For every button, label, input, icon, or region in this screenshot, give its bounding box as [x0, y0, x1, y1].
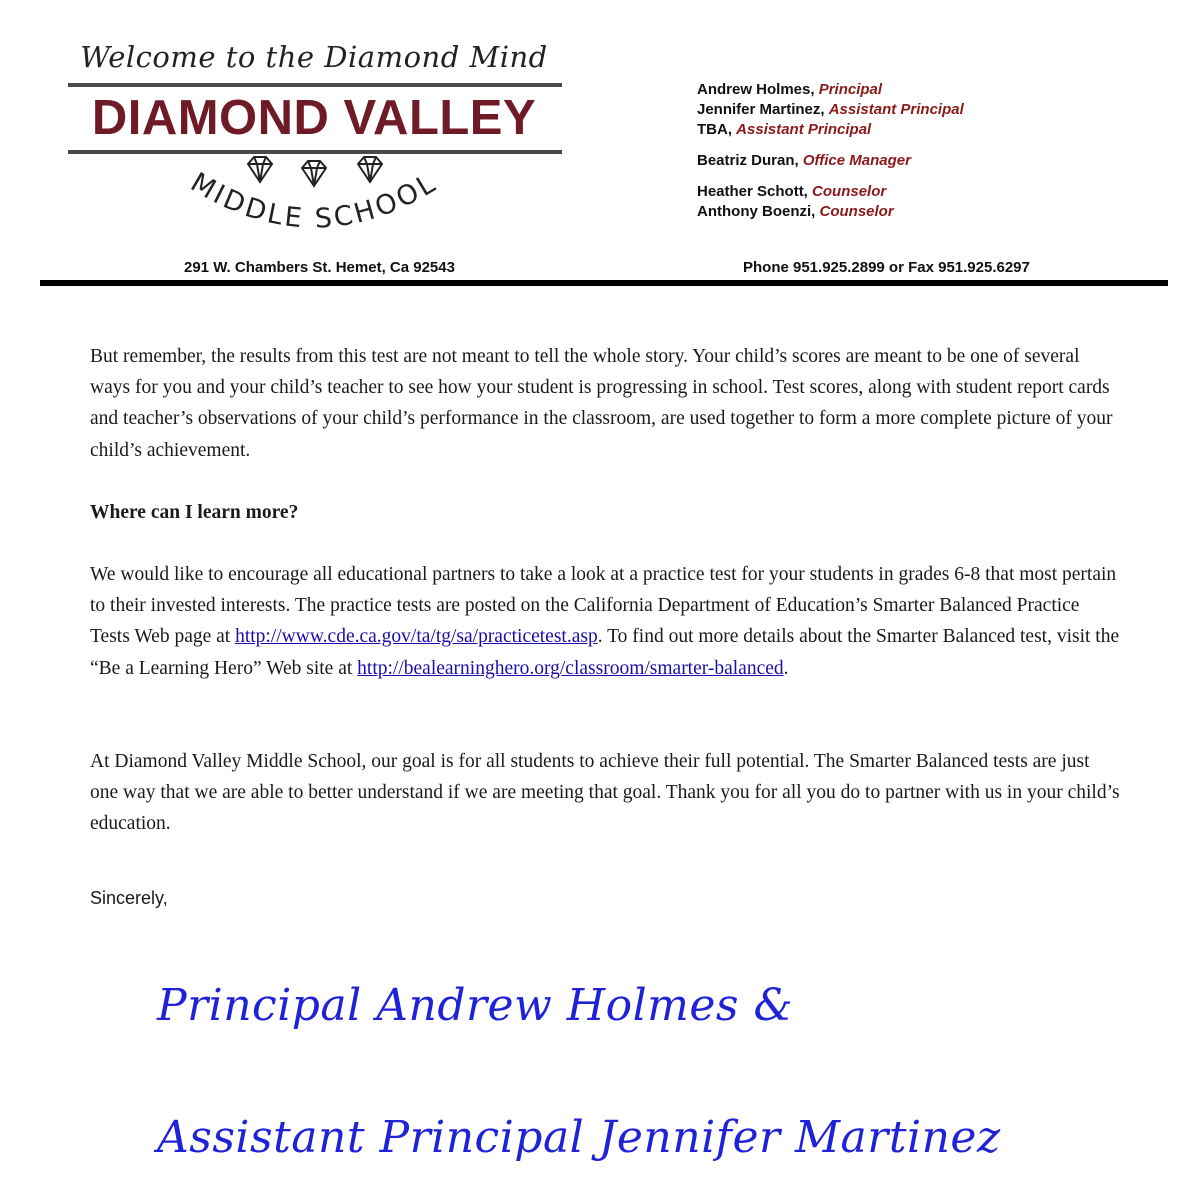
- staff-name: Anthony Boenzi,: [697, 203, 816, 220]
- section-heading: Where can I learn more?: [90, 501, 299, 523]
- school-address: 291 W. Chambers St. Hemet, Ca 92543: [184, 259, 455, 276]
- logo-tagline: Welcome to the Diamond Mind: [80, 40, 548, 74]
- svg-text:MIDDLE SCHOOL: [185, 167, 443, 235]
- staff-entry: [697, 100, 964, 120]
- paragraph: At Diamond Valley Middle School, our goal is for all students to achieve their full potential. The Smarter Balanced tests are just one way that we are able to better understand if we are meeting that goal. Thank you for all you do to partner with us in your child’s education.: [90, 750, 1120, 835]
- staff-role: Assistant Principal: [828, 101, 964, 118]
- staff-role: Assistant Principal: [736, 121, 872, 138]
- letter-body: [90, 341, 1120, 915]
- diamond-icon: [302, 161, 326, 186]
- header-divider: [40, 280, 1168, 286]
- staff-entry: [697, 80, 964, 100]
- paragraph-text: . To find out more details about the Smarter Balanced test, visit the “Be a Learning Hero” Web site at: [90, 626, 1120, 679]
- staff-name: Andrew Holmes,: [697, 81, 815, 98]
- staff-name: Heather Schott,: [697, 183, 808, 200]
- diamond-icon: [248, 157, 272, 182]
- logo-school-name: DIAMOND VALLEY: [91, 91, 537, 145]
- paragraph-text: We would like to encourage all educational partners to take a look at a practice test for your students in grades 6-8 that most pertain to their invested interests. The practice tests are posted on the California Department of Education’s Smarter Balanced Practice Tests Web page at: [90, 564, 1117, 648]
- school-logo: [64, 38, 564, 238]
- paragraph-text: .: [783, 657, 789, 679]
- logo-top-rule: [68, 83, 562, 87]
- staff-role: Counselor: [812, 183, 887, 200]
- paragraph: [90, 559, 1120, 684]
- staff-role: Principal: [818, 81, 883, 98]
- school-contact: Phone 951.925.2899 or Fax 951.925.6297: [743, 259, 1030, 276]
- logo-subtitle: MIDDLE SCHOOL: [185, 166, 443, 235]
- diamond-icon: [358, 157, 382, 182]
- staff-entry: [697, 182, 964, 202]
- signature-assistant-principal: Assistant Principal Jennifer Martinez: [157, 1112, 1001, 1163]
- staff-directory: [697, 80, 964, 222]
- staff-name: Beatriz Duran,: [697, 152, 799, 169]
- practice-test-link[interactable]: http://www.cde.ca.gov/ta/tg/sa/practicetest.asp: [235, 626, 598, 648]
- paragraph: But remember, the results from this test are not meant to tell the whole story. Your child’s scores are meant to be one of several ways for you and your child’s teacher to see how your student is progressing in school. Test scores, along with student report cards and teacher’s observations of your child’s performance in the classroom, are used together to form a more complete picture of your child’s achievement.: [90, 346, 1113, 461]
- learning-hero-link[interactable]: http://bealearninghero.org/classroom/smarter-balanced: [357, 657, 784, 679]
- staff-name: TBA,: [697, 121, 732, 138]
- staff-name: Jennifer Martinez,: [697, 101, 825, 118]
- logo-arc-graphic: [64, 154, 564, 244]
- staff-entry: [697, 120, 964, 140]
- staff-role: Office Manager: [802, 152, 911, 169]
- staff-entry: [697, 151, 964, 171]
- closing: Sincerely,: [90, 888, 168, 909]
- staff-role: Counselor: [819, 203, 894, 220]
- staff-entry: [697, 202, 964, 222]
- signature-principal: Principal Andrew Holmes &: [157, 980, 794, 1031]
